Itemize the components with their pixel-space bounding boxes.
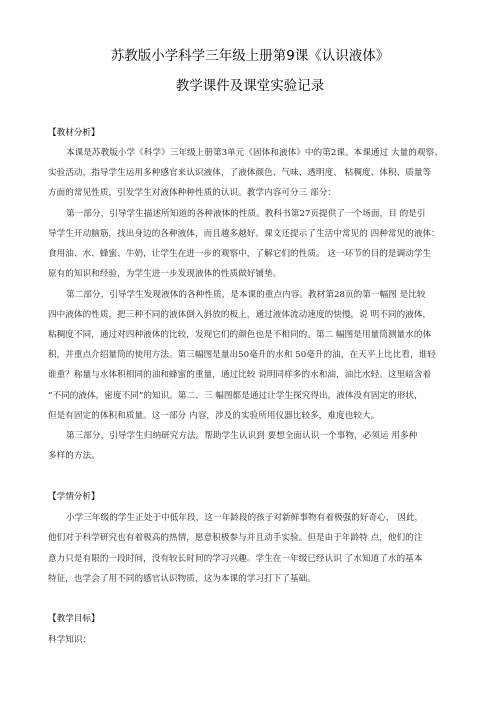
paragraph-line: 他们对于科学研究也有着极高的热情，愿意积极参与并且动手实验。但是由于年龄特 点，他们的注: [48, 533, 423, 543]
paragraph-line: 谁重？称量与水体积相同的油和蜂蜜的重量，通过比较 说明同样多的水和油，油比水轻。这里暗含着: [48, 370, 432, 380]
document-subtitle: 教学课件及课堂实验记录: [175, 78, 325, 94]
paragraph-line: 粘稠度不同，通过对四种液体的比较，发现它们的颜色也是不相同的。第二 幅图是用量筒测量水的体: [48, 330, 432, 340]
paragraph-line: 特征，也学会了用不同的感官认识物质，这为本课的学习打下了基础。: [48, 574, 316, 584]
section-heading-student-analysis: 【学情分析】: [48, 492, 100, 502]
paragraph-line: 原有的知识和经验，为学生进一步发现液体的性质做好铺垫。: [48, 269, 282, 279]
paragraph-line: “不同的液体，密度不同”的知识。第二、三 幅图都是通过让学生探究得出，液体没有固定的形状，: [48, 391, 423, 401]
paragraph-line: 本课是苏教版小学《科学》三年级上册第3单元《固体和液体》中的第2课。本课通过 大量的观察、: [66, 148, 443, 158]
section-heading-teaching-goals: 【教学目标】: [48, 614, 100, 624]
paragraph-line: 积，并重点介绍量筒的使用方法。第三幅图是量出50毫升的水和 50毫升的油，在天平上比比看，谁轻: [48, 350, 436, 360]
paragraph-line: 多样的方法。: [48, 451, 100, 461]
paragraph-line: 第一部分，引导学生描述所知道的各种液体的性质。教科书第27页提供了一个场面，目 的是引: [66, 209, 426, 219]
paragraph-line: 第三部分，引导学生归纳研究方法。帮助学生认识到 要想全面认识一个事物，必须运 用多种: [66, 431, 418, 441]
paragraph-line: 实验活动，指导学生运用多种感官来认识液体，了液体颜色、气味、透明度、 粘稠度、体积、质量等: [48, 168, 432, 178]
document-title: 苏教版小学科学三年级上册第9课《认识液体》: [110, 48, 390, 64]
paragraph-line: 科学知识：: [48, 635, 92, 645]
paragraph-line: 小学三年级的学生正处于中低年段，这一年龄段的孩子对新鲜事物有着极强的好奇心， 因此，: [66, 513, 424, 523]
paragraph-line: 但是有固定的体积和质量。这一部分 内容，涉及的实验所用仪器比较多，难度也较大。: [48, 411, 380, 421]
paragraph-line: 意力只是有限的一段时间，没有较长时间的学习兴趣。学生在一年级已经认识 了水知道了水的基本: [48, 554, 423, 564]
section-heading-textbook-analysis: 【教材分析】: [48, 128, 100, 138]
paragraph-line: 方面的常见性质，引发学生对液体种种性质的认识。教学内容可分三 部分：: [48, 188, 337, 198]
paragraph-line: 食用油、水、蜂蜜、牛奶，让学生在进一步的观察中，了解它们的性质。 这一环节的目的是调动学生: [48, 249, 432, 259]
paragraph-line: 四中液体的性质，把三种不同的液体倒入斜放的板上，通过液体流动速度的快慢，说 明不同的液体，: [48, 310, 432, 320]
paragraph-line: 导学生开动脑筋，找出身边的各种液体，而且越多越好。课文还提示了生活中常见的 四种常见的液体：: [48, 229, 440, 239]
paragraph-line: 第二部分，引导学生发现液体的各种性质，是本课的重点内容。教材第28页的第一幅图 是比较: [66, 290, 426, 300]
